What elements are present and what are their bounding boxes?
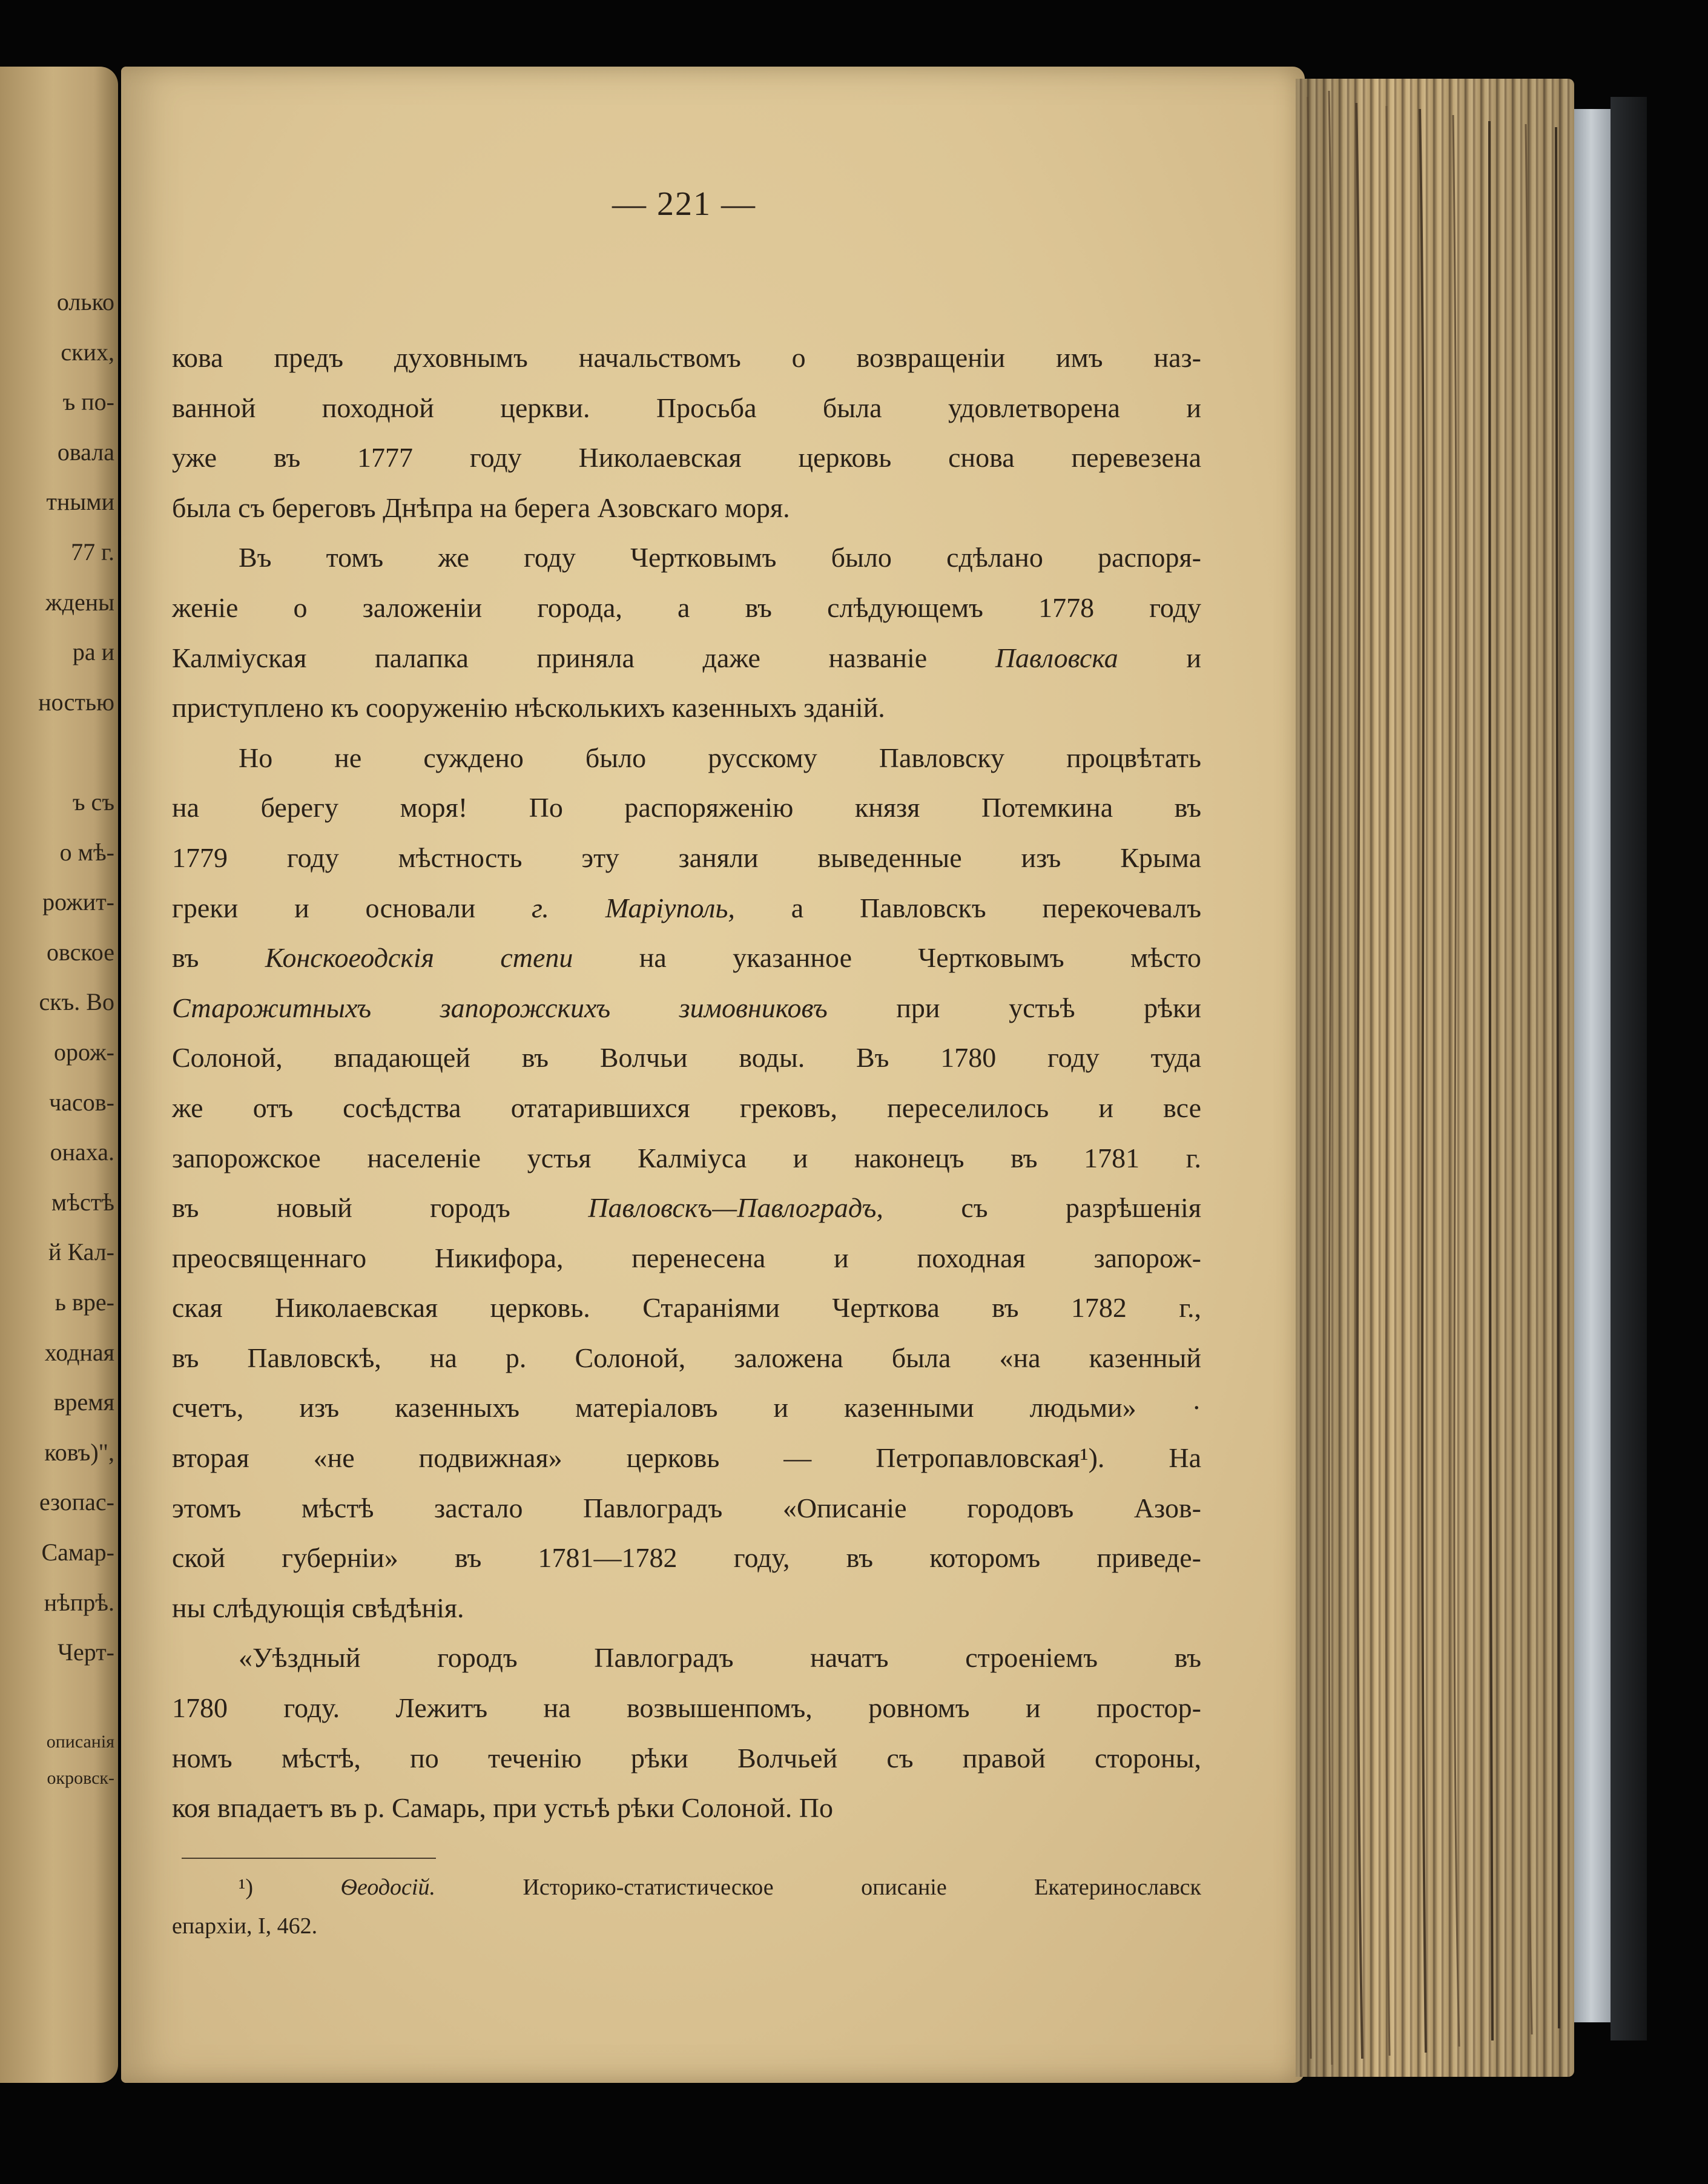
text-line: Въ томъ же году Чертковымъ было сдѣлано распоря-: [239, 542, 1201, 573]
previous-page-line: й Кал-: [48, 1238, 114, 1266]
text-line: въ Павловскѣ, на р. Солоной, заложена была «на казенный: [172, 1342, 1201, 1373]
previous-page-line: езопас-: [39, 1488, 114, 1516]
text-line: женіе о заложеніи города, а въ слѣдующемъ 1778 году: [172, 592, 1201, 623]
previous-page-line: ждены: [45, 588, 114, 616]
previous-page-line: овала: [57, 438, 114, 466]
text-line: Старожитныхъ запорожскихъ зимовниковъ при устьѣ рѣки: [172, 992, 1202, 1023]
text-line: номъ мѣстѣ, по теченію рѣки Волчьей съ правой стороны,: [172, 1742, 1201, 1773]
previous-page-line: олько: [56, 288, 114, 315]
text-line: «Уѣздный городъ Павлоградъ начатъ строеніемъ въ: [239, 1642, 1201, 1674]
previous-page-line: мѣстѣ: [51, 1188, 114, 1216]
previous-page-line: ъ съ: [72, 788, 114, 816]
text-line: Солоной, впадающей въ Волчьи воды. Въ 1780 году туда: [172, 1042, 1201, 1074]
previous-page-line: ских,: [61, 338, 114, 366]
previous-page-line: тными: [46, 488, 114, 516]
previous-page-line: Черт-: [57, 1638, 114, 1666]
previous-page-line: рожит-: [42, 888, 114, 916]
previous-page-line: окровск-: [47, 1768, 114, 1788]
previous-page-line: ковъ)",: [44, 1438, 114, 1466]
text-line: ской губерніи» въ 1781—1782 году, въ которомъ приведе-: [172, 1542, 1201, 1574]
text-line: уже въ 1777 году Николаевская церковь снова перевезена: [172, 442, 1201, 473]
text-line: этомъ мѣстѣ застало Павлоградъ «Описаніе городовъ Азов-: [172, 1492, 1201, 1523]
text-line: запорожское населеніе устья Калміуса и наконецъ въ 1781 г.: [172, 1142, 1201, 1173]
text-line: въ Конскоеодскія степи на указанное Чертковымъ мѣсто: [172, 942, 1201, 974]
text-line: 1780 году. Лежитъ на возвышенпомъ, ровномъ и простор-: [172, 1692, 1201, 1724]
previous-page-line: описанія: [46, 1732, 114, 1752]
text-line: же отъ сосѣдства отатарившихся грековъ, переселилось и все: [172, 1092, 1201, 1123]
page-number: — 221 —: [612, 185, 756, 223]
previous-page-line: ностью: [38, 688, 114, 716]
previous-page-line: часов-: [49, 1088, 114, 1116]
text-line: ванной походной церкви. Просьба была удовлетворена и: [172, 392, 1201, 423]
text-line: кова предъ духовнымъ начальствомъ о возвращеніи имъ наз-: [172, 342, 1201, 373]
text-line: на берегу моря! По распоряженію князя Потемкина въ: [172, 792, 1201, 823]
previous-page-line: овское: [46, 938, 114, 966]
text-line: ны слѣдующія свѣдѣнія.: [172, 1592, 464, 1623]
previous-page-line: Самар-: [41, 1539, 114, 1566]
footnote-line: ¹) Ѳеодосій. Историко-статистическое описаніе Екатеринославск: [239, 1875, 1202, 1900]
text-line: въ новый городъ Павловскъ—Павлоградъ, съ разрѣшенія: [172, 1192, 1201, 1224]
previous-page-line: ходная: [44, 1338, 114, 1366]
previous-page-line: 77 г.: [71, 538, 114, 566]
text-line: преосвященнаго Никифора, перенесена и походная запорож-: [172, 1242, 1201, 1273]
text-line: коя впадаетъ въ р. Самарь, при устьѣ рѣки Солоной. По: [172, 1792, 833, 1824]
book-cover-spine-shadow: [1611, 97, 1647, 2040]
text-line: греки и основали г. Маріуполь, а Павловскъ перекочевалъ: [172, 892, 1201, 923]
text-line: приступлено къ сооруженію нѣсколькихъ казенныхъ зданій.: [172, 692, 885, 724]
text-line: была съ береговъ Днѣпра на берега Азовскаго моря.: [172, 492, 790, 523]
text-line: счетъ, изъ казенныхъ матеріаловъ и казенными людьми» ·: [172, 1392, 1201, 1424]
previous-page-line: о мѣ-: [59, 838, 114, 866]
text-line: 1779 году мѣстность эту заняли выведенные изъ Крыма: [172, 842, 1201, 873]
text-line: вторая «не подвижная» церковь — Петропавловская¹). На: [172, 1442, 1201, 1474]
previous-page-line: орож-: [54, 1038, 114, 1066]
previous-page-line: ра и: [72, 638, 114, 666]
previous-page-line: онаха.: [50, 1138, 114, 1166]
previous-page-line: ь вре-: [54, 1288, 114, 1316]
previous-page-line: время: [53, 1388, 114, 1416]
text-line: Но не суждено было русскому Павловску процвѣтать: [239, 742, 1201, 773]
text-line: ская Николаевская церковь. Стараніями Черткова въ 1782 г.,: [172, 1292, 1201, 1324]
previous-page-line: скъ. Во: [39, 988, 114, 1016]
previous-page-line: ъ по-: [62, 388, 114, 416]
previous-page-line: нѣпрѣ.: [44, 1588, 114, 1616]
footnote-line: епархіи, I, 462.: [172, 1913, 318, 1939]
text-line: Калміуская палапка приняла даже названіе Павловска и: [172, 642, 1201, 673]
